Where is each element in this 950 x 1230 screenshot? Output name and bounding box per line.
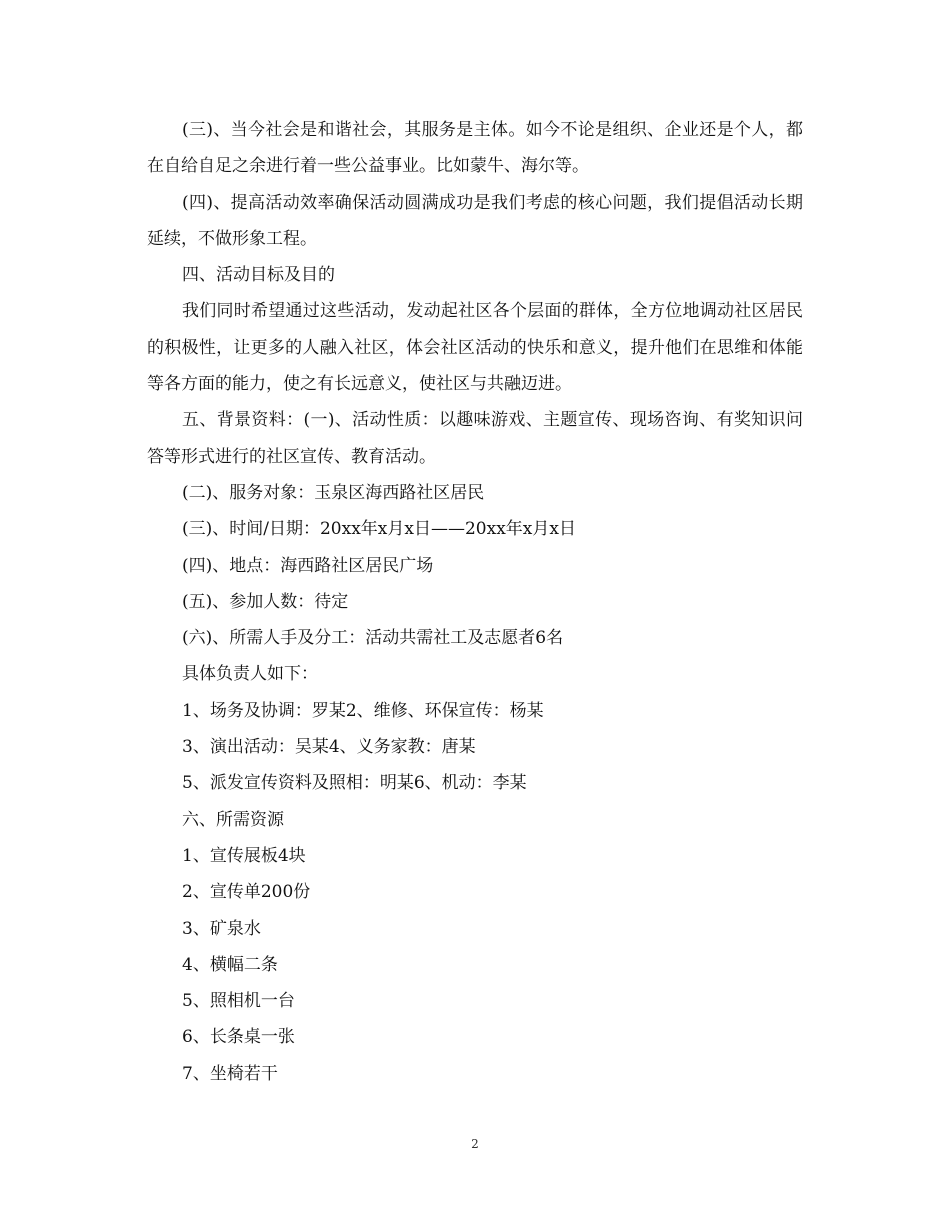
paragraph: (五)、参加人数：待定 [182,591,349,612]
list-item: 7、坐椅若干 [182,1063,278,1084]
list-item: 1、场务及协调：罗某2、维修、环保宣传：杨某 [182,700,544,721]
list-item: 3、演出活动：吴某4、义务家教：唐某 [182,737,476,758]
paragraph: (三)、当今社会是和谐社会，其服务是主体。如今不论是组织、企业还是个人，都在自给自足之余进行着一些公益事业。比如蒙牛、海尔等。 [147,120,803,177]
paragraph: (三)、时间/日期：20xx年x月x日——20xx年x月x日 [182,519,576,540]
list-item: 5、派发宣传资料及照相：明某6、机动：李某 [182,773,527,794]
list-item: 4、横幅二条 [182,954,278,975]
paragraph: (二)、服务对象：玉泉区海西路社区居民 [182,482,485,503]
paragraph: (四)、提高活动效率确保活动圆满成功是我们考虑的核心问题，我们提倡活动长期延续，不做形象工程。 [147,192,803,249]
section-heading: 六、所需资源 [182,809,284,830]
paragraph: (六)、所需人手及分工：活动共需社工及志愿者6名 [182,628,564,649]
section-heading: 四、活动目标及目的 [182,265,335,286]
list-item: 6、长条桌一张 [182,1027,295,1048]
list-item: 5、照相机一台 [182,991,295,1012]
page-number: 2 [471,1137,479,1151]
paragraph: 我们同时希望通过这些活动，发动起社区各个层面的群体，全方位地调动社区居民的积极性，让更多的人融入社区，体会社区活动的快乐和意义，提升他们在思维和体能等各方面的能力，使之有长远意义，使社区与共融迈进。 [147,301,803,395]
list-item: 3、矿泉水 [182,918,261,939]
paragraph: (四)、地点：海西路社区居民广场 [182,555,434,576]
section-heading: 五、背景资料：(一)、活动性质：以趣味游戏、主题宣传、现场咨询、有奖知识问答等形式进行的社区宣传、教育活动。 [147,410,803,467]
paragraph: 具体负责人如下： [182,664,318,685]
document-body [147,112,803,1092]
list-item: 1、宣传展板4块 [182,845,306,866]
list-item: 2、宣传单200份 [182,882,311,903]
